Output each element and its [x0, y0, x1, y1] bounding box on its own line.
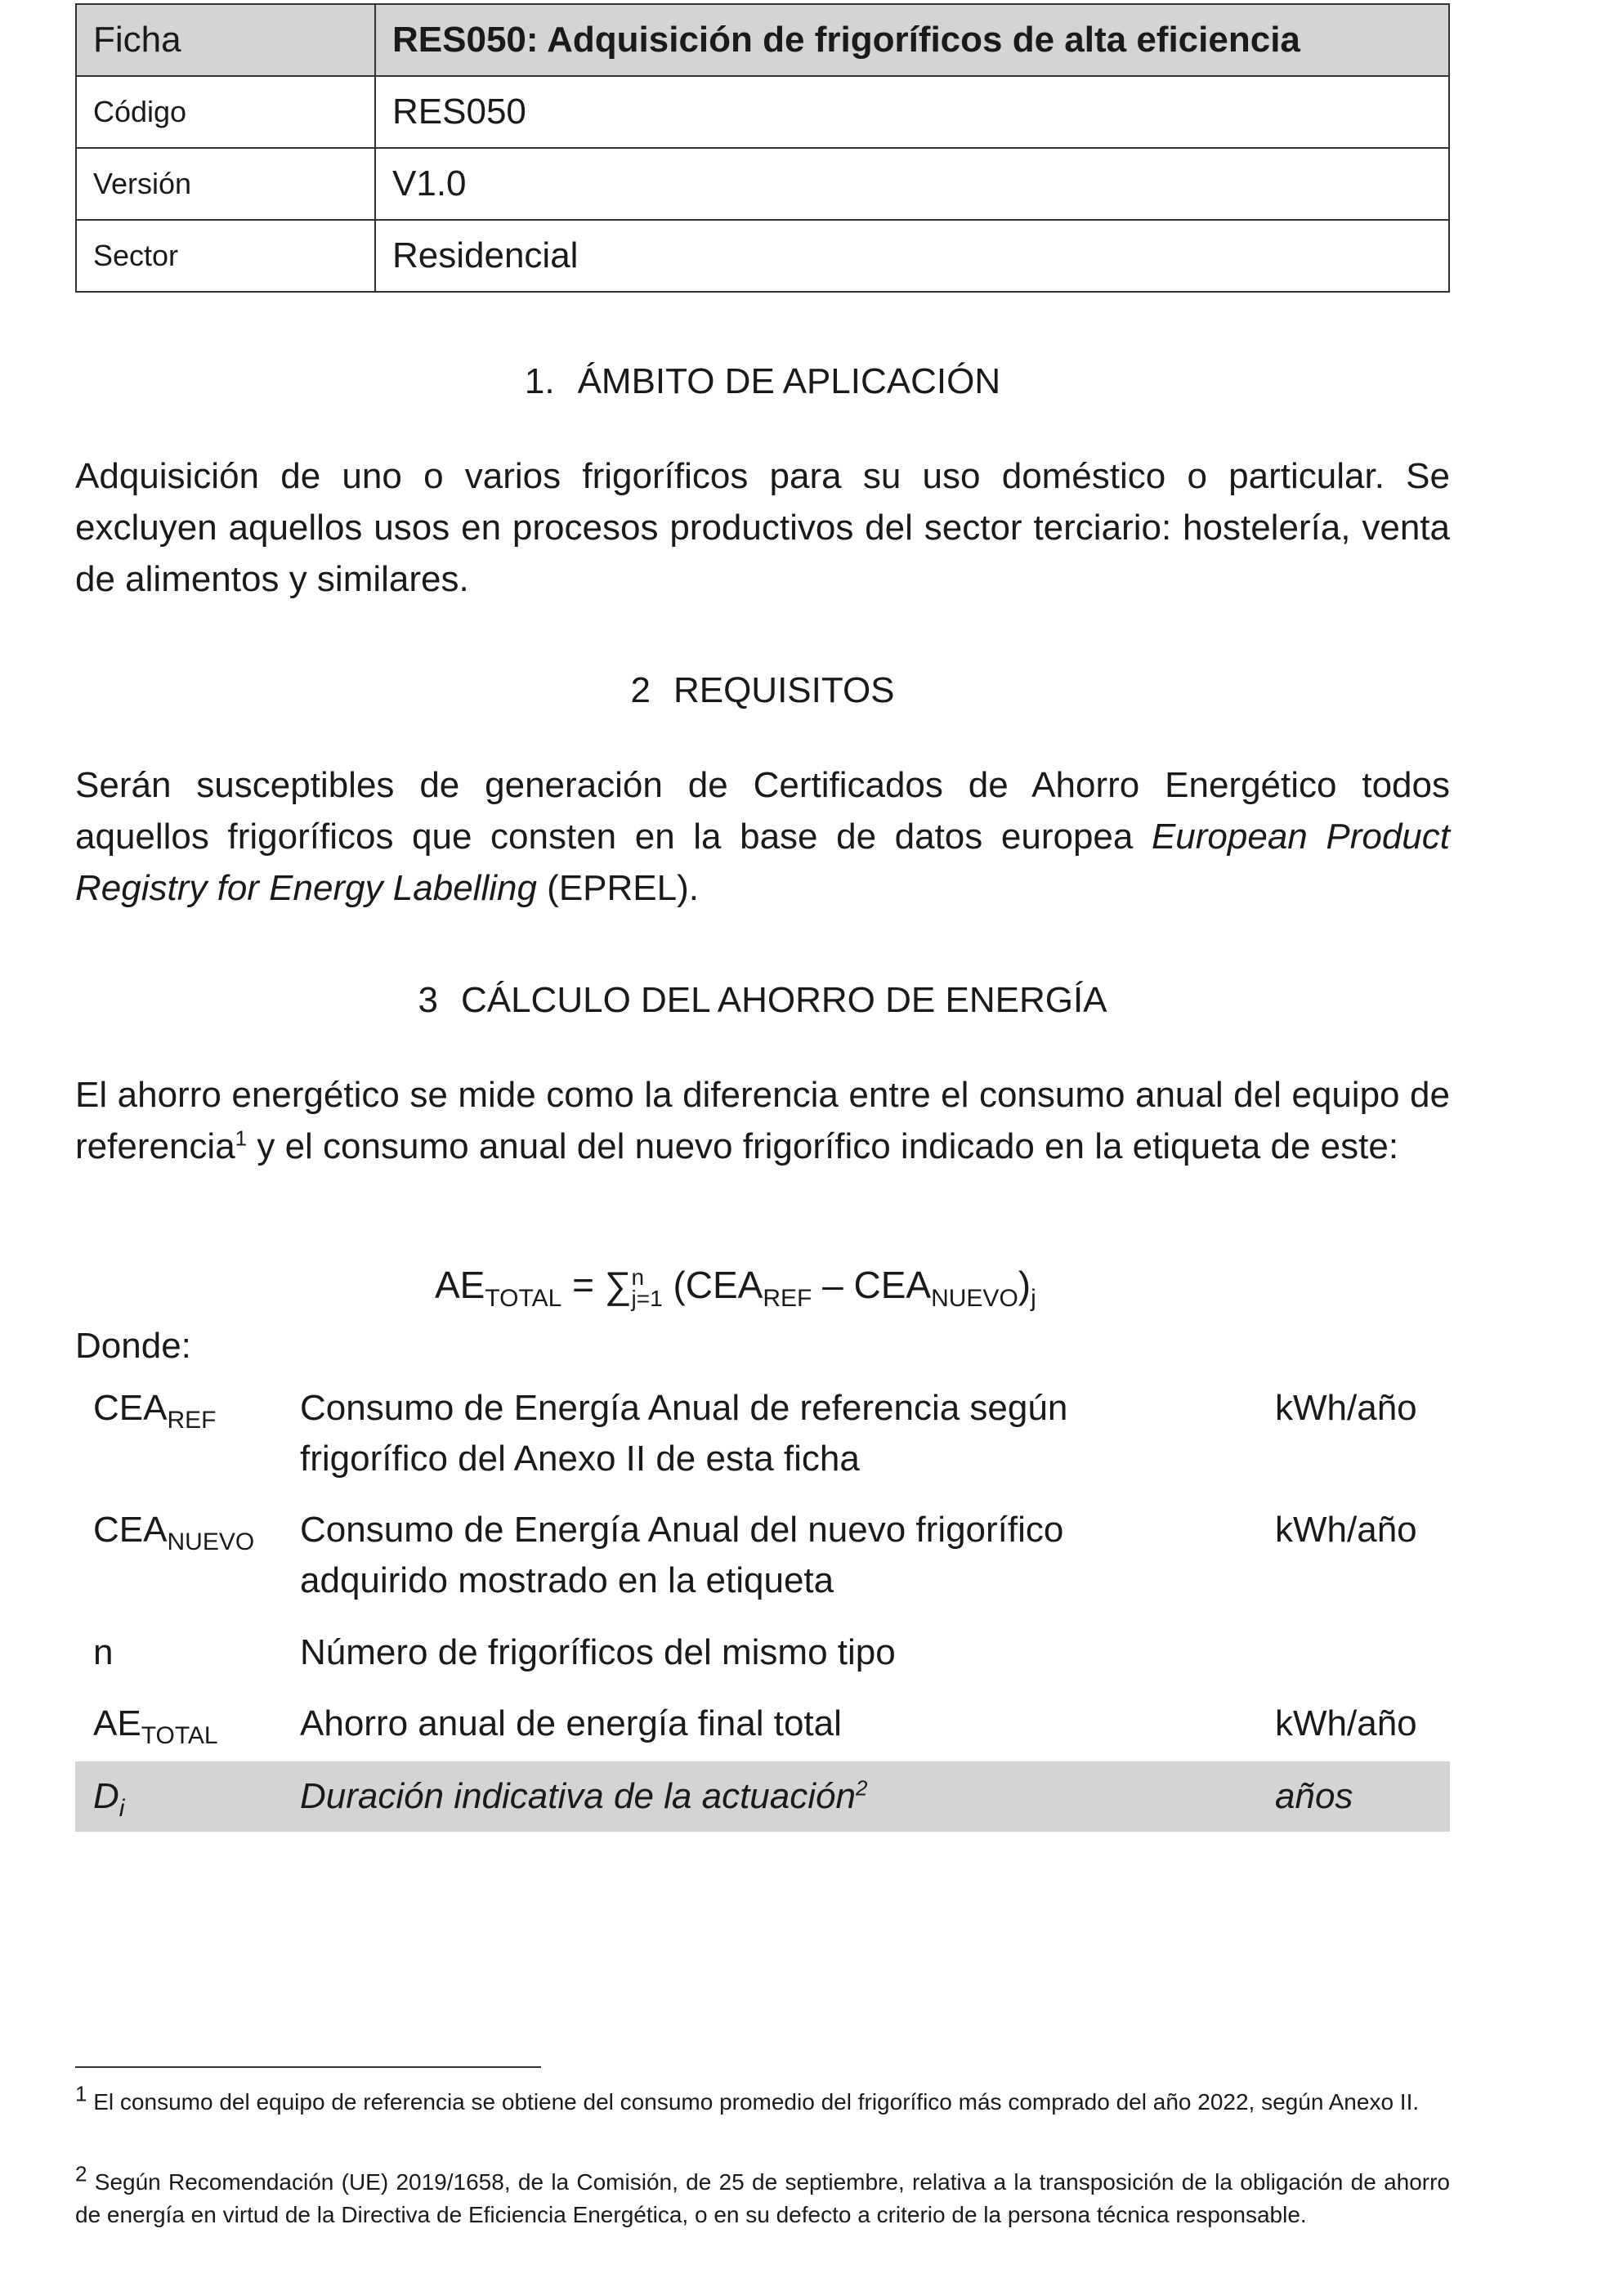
section2-heading	[75, 670, 1450, 711]
ficha-row-value: RES050	[375, 76, 1449, 148]
formula-sum-top: n	[631, 1264, 645, 1290]
definition-symbol	[93, 1627, 113, 1690]
formula-sum-bottom: j=1	[631, 1285, 663, 1311]
section2-text-italic: European Product Registry for Energy Labelling	[75, 817, 1451, 908]
definition-description: Consumo de Energía Anual de referencia según frigorífico del Anexo II de esta ficha	[300, 1388, 1068, 1479]
section1-heading	[75, 361, 1450, 402]
section3-paragraph	[75, 1069, 1450, 1172]
formula-cea: (CEA	[662, 1264, 763, 1306]
footnote-number: 2	[75, 2161, 87, 2186]
ficha-header-label: Ficha	[76, 4, 375, 76]
definition-description: Ahorro anual de energía final total	[300, 1703, 842, 1743]
definition-row	[75, 1505, 1450, 1611]
donde-label: Donde:	[75, 1326, 191, 1366]
formula-new-sub: NUEVO	[931, 1285, 1018, 1313]
section2-text-after: (EPREL).	[536, 868, 699, 908]
formula-sum-sign: = ∑	[561, 1264, 632, 1306]
footnote-number: 1	[75, 2081, 87, 2106]
symbol-base: n	[93, 1632, 114, 1672]
ficha-row-value: Residencial	[375, 220, 1449, 292]
section2-text-before: Serán susceptibles de generación de Certificados de Ahorro Energético todos aquellos frigoríficos que consten en la base de datos europea	[75, 765, 1450, 857]
symbol-base: D	[93, 1776, 119, 1816]
footnote-1	[75, 2081, 1450, 2119]
formula-close-sub: j	[1031, 1285, 1036, 1313]
ficha-header-title: RES050: Adquisición de frigoríficos de alta eficiencia	[375, 4, 1449, 76]
section2-title: REQUISITOS	[673, 670, 895, 710]
definition-symbol	[93, 1383, 216, 1446]
footnote-ref-2[interactable]: 2	[855, 1775, 868, 1801]
section1-number: 1.	[524, 361, 555, 401]
ficha-row-codigo	[76, 76, 1449, 148]
ficha-table	[75, 3, 1450, 293]
footnote-text: El consumo del equipo de referencia se obtiene del consumo promedio del frigorífico más comprado del año 2022, según Anexo II.	[93, 2089, 1420, 2115]
symbol-sub: TOTAL	[141, 1721, 218, 1749]
section2-paragraph	[75, 759, 1450, 914]
footnote-2	[75, 2161, 1450, 2231]
section3-title: CÁLCULO DEL AHORRO DE ENERGÍA	[460, 980, 1107, 1020]
ficha-row-label: Versión	[76, 148, 375, 220]
definition-symbol	[93, 1771, 124, 1834]
duration-row	[75, 1761, 1450, 1832]
section1-title: ÁMBITO DE APLICACIÓN	[577, 361, 1001, 401]
definition-unit: años	[1275, 1776, 1353, 1816]
section3-text-a: El ahorro energético se mide como la diferencia entre el consumo anual del equipo de referencia	[75, 1075, 1450, 1166]
duration-text: Duración indicativa de la actuación	[300, 1776, 856, 1816]
definition-description	[300, 1771, 1117, 1822]
formula-sum-limits	[631, 1264, 663, 1311]
formula-close: )	[1018, 1264, 1031, 1306]
footnote-text: Según Recomendación (UE) 2019/1658, de la Comisión, de 25 de septiembre, relativa a la transposición de la obligación de ahorro de energía en virtud de la Directiva de Eficiencia Energética, o en su defecto a criterio de la persona técnica responsable.	[75, 2169, 1450, 2227]
document-page	[75, 0, 1451, 2227]
footnote-separator	[75, 2066, 541, 2068]
definition-unit: kWh/año	[1275, 1388, 1417, 1428]
formula-minus-cea: – CEA	[812, 1264, 932, 1306]
definition-symbol	[93, 1505, 254, 1568]
symbol-base: CEA	[93, 1388, 168, 1428]
symbol-sub: REF	[167, 1406, 217, 1434]
definition-row	[75, 1383, 1450, 1489]
definition-row	[75, 1627, 1450, 1678]
section1-paragraph: Adquisición de uno o varios frigoríficos para su uso doméstico o particular. Se excluyen aquellos usos en procesos productivos del sector terciario: hostelería, venta de alimentos y similares.	[75, 456, 1450, 599]
ficha-row-version	[76, 148, 1449, 220]
section2-number: 2	[630, 670, 651, 710]
formula-lhs: AE	[435, 1264, 485, 1306]
savings-formula	[435, 1263, 1170, 1313]
definition-description: Consumo de Energía Anual del nuevo frigorífico adquirido mostrado en la etiqueta	[300, 1510, 1064, 1600]
definition-symbol	[93, 1698, 218, 1761]
ficha-row-sector	[76, 220, 1449, 292]
symbol-base: CEA	[93, 1510, 168, 1550]
section3-text-b: y el consumo anual del nuevo frigorífico indicado en la etiqueta de este:	[247, 1126, 1399, 1166]
ficha-header-row	[76, 4, 1449, 76]
footnote-ref-1[interactable]: 1	[235, 1126, 248, 1151]
section3-number: 3	[418, 980, 438, 1020]
formula-ref-sub: REF	[763, 1285, 812, 1313]
definition-description: Número de frigoríficos del mismo tipo	[300, 1632, 896, 1672]
section3-heading	[75, 980, 1450, 1021]
definition-row	[75, 1698, 1450, 1749]
ficha-row-value: V1.0	[375, 148, 1449, 220]
ficha-row-label: Código	[76, 76, 375, 148]
symbol-sub: i	[119, 1794, 125, 1822]
symbol-base: AE	[93, 1703, 141, 1743]
symbol-sub: NUEVO	[167, 1528, 255, 1555]
definition-unit: kWh/año	[1275, 1510, 1417, 1550]
formula-lhs-sub: TOTAL	[485, 1285, 562, 1313]
ficha-row-label: Sector	[76, 220, 375, 292]
definition-unit: kWh/año	[1275, 1703, 1417, 1743]
